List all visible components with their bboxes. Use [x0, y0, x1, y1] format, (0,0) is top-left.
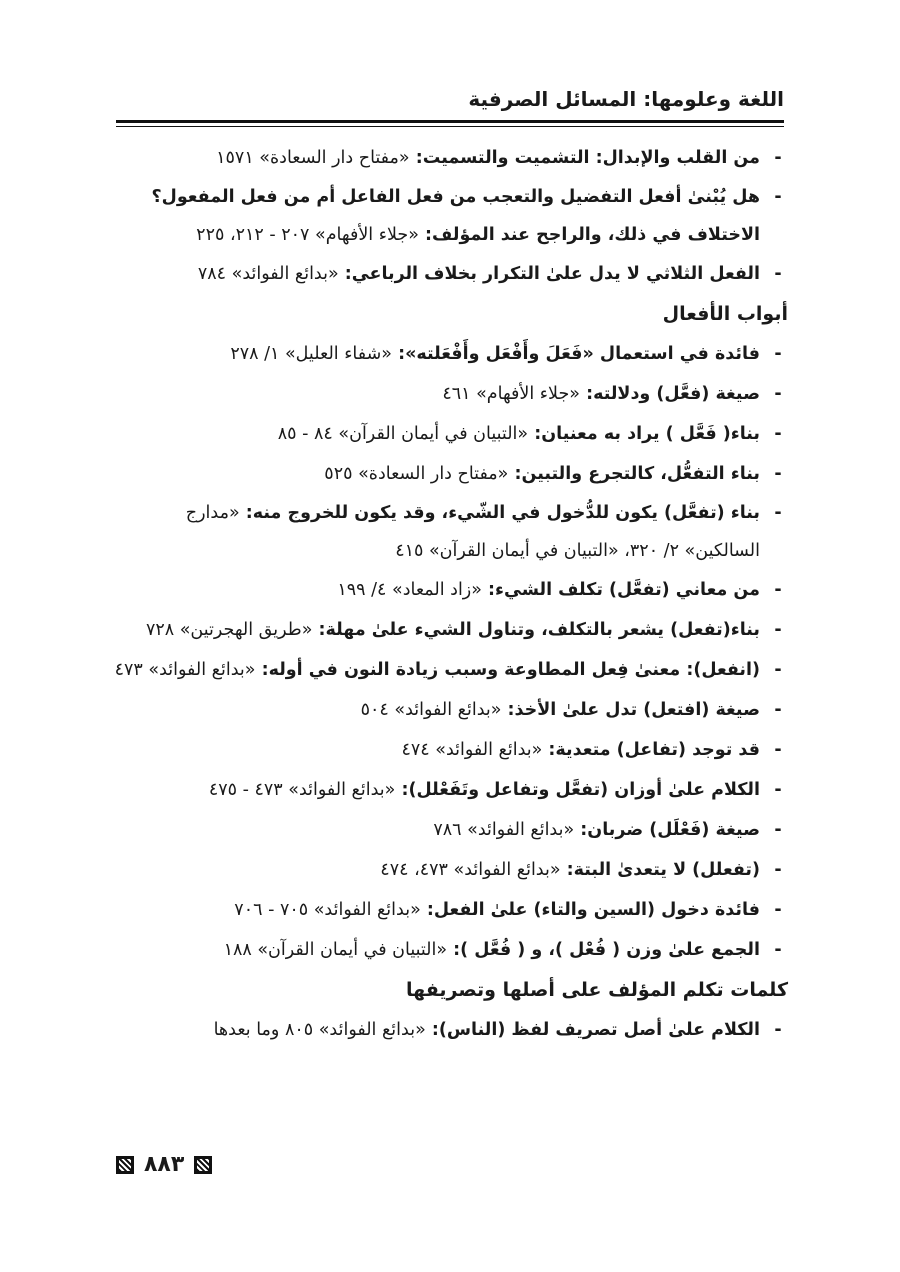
entry-reference: «بدائع الفوائد» ٧٨٤: [197, 264, 339, 284]
bullet-dash: -: [774, 148, 782, 168]
entry-reference: «التبيان في أيمان القرآن» ٨٤ - ٨٥: [277, 424, 529, 444]
entry-reference: «بدائع الفوائد» ٤٧٣ - ٤٧٥: [208, 780, 396, 800]
index-entry: [108, 690, 788, 730]
index-entry: [108, 650, 788, 690]
entry-topic: صيغة (فَعْلَل) ضربان:: [574, 820, 760, 840]
entry-topic: بناء (تفعَّل) يكون للدُّخول في الشّيء، وقد يكون للخروج منه:: [239, 503, 760, 523]
entry-reference: «التبيان في أيمان القرآن» ١٨٨: [223, 940, 448, 960]
entry-topic: الكلام علىٰ أوزان (تفعَّل وتفاعل وتَفَعْلل):: [395, 780, 760, 800]
entry-topic: هل يُبْنىٰ أفعل التفضيل والتعجب من فعل الفاعل أم من فعل المفعول؟ الاختلاف في ذلك، والراجح عند المؤلف:: [151, 187, 760, 245]
bullet-dash: -: [774, 1020, 782, 1040]
entry-reference: «جلاء الأفهام» ٢٠٧ - ٢١٢، ٢٢٥: [196, 225, 419, 245]
entry-topic: من معاني (تفعَّل) تكلف الشيء:: [481, 580, 760, 600]
bullet-dash: -: [774, 900, 782, 920]
index-entry: [108, 730, 788, 770]
index-entry: [108, 810, 788, 850]
bullet-dash: -: [774, 344, 782, 364]
index-entry: [108, 890, 788, 930]
ornament-square-icon: [116, 1156, 134, 1174]
entry-reference: «بدائع الفوائد» ٨٠٥ وما بعدها: [213, 1020, 426, 1040]
entry-reference: «مفتاح دار السعادة» ١٥٧١: [216, 148, 410, 168]
entry-topic: (انفعل): معنىٰ فِعل المطاوعة وسبب زيادة النون في أوله:: [255, 660, 760, 680]
index-entry: [108, 570, 788, 610]
entry-topic: قد توجد (تفاعل) متعدية:: [542, 740, 760, 760]
entry-topic: صيغة (فعَّل) ودلالته:: [580, 384, 760, 404]
index-entry: [108, 454, 788, 494]
ornament-square-icon: [194, 1156, 212, 1174]
entry-reference: «بدائع الفوائد» ٤٧٤: [401, 740, 543, 760]
index-entry: [108, 770, 788, 810]
bullet-dash: -: [774, 660, 782, 680]
section-heading: كلمات تكلم المؤلف على أصلها وتصريفها: [406, 979, 788, 1001]
entry-topic: بناء(تفعل) يشعر بالتكلف، وتناول الشيء علىٰ مهلة:: [312, 620, 760, 640]
index-entry: [108, 334, 788, 374]
entry-topic: بناء التفعُّل، كالتجرع والتبين:: [508, 464, 760, 484]
bullet-dash: -: [774, 860, 782, 880]
entry-reference: «زاد المعاد» ٤/ ١٩٩: [337, 580, 482, 600]
bullet-dash: -: [774, 384, 782, 404]
entry-topic: الكلام علىٰ أصل تصريف لفظ (الناس):: [425, 1020, 760, 1040]
entry-topic: فائدة دخول (السين والتاء) علىٰ الفعل:: [420, 900, 760, 920]
bullet-dash: -: [774, 740, 782, 760]
bullet-dash: -: [774, 264, 782, 284]
index-entry: [108, 850, 788, 890]
bullet-dash: -: [774, 940, 782, 960]
entry-topic: صيغة (افتعل) تدل علىٰ الأخذ:: [501, 700, 760, 720]
entry-reference: «بدائع الفوائد» ٧٨٦: [433, 820, 575, 840]
bullet-dash: -: [774, 464, 782, 484]
bullet-dash: -: [774, 780, 782, 800]
header-rule-thick: [116, 120, 784, 123]
entry-reference: «بدائع الفوائد» ٧٠٥ - ٧٠٦: [234, 900, 421, 920]
index-entry: [108, 1010, 788, 1050]
entry-topic: بناء( فَعَّل ) يراد به معنيان:: [528, 424, 760, 444]
index-entry: [108, 254, 788, 294]
entry-reference: «مفتاح دار السعادة» ٥٢٥: [324, 464, 509, 484]
entry-reference: «بدائع الفوائد» ٥٠٤: [360, 700, 502, 720]
index-entry: [108, 178, 788, 254]
entry-topic: الفعل الثلاثي لا يدل علىٰ التكرار بخلاف الرباعي:: [338, 264, 760, 284]
running-header: اللغة وعلومها: المسائل الصرفية: [468, 87, 784, 111]
page-number: ٨٨٣: [144, 1152, 185, 1177]
index-entry: [108, 494, 788, 570]
entry-reference: «بدائع الفوائد» ٤٧٣، ٤٧٤: [380, 860, 561, 880]
bullet-dash: -: [774, 580, 782, 600]
index-entry: [108, 374, 788, 414]
page-footer: [116, 1152, 212, 1177]
bullet-dash: -: [774, 503, 782, 523]
entry-topic: من القلب والإبدال: التشميت والتسميت:: [409, 148, 760, 168]
bullet-dash: -: [774, 700, 782, 720]
index-entry: [108, 414, 788, 454]
entry-topic: (تفعلل) لا يتعدىٰ البتة:: [560, 860, 760, 880]
entry-reference: «جلاء الأفهام» ٤٦١: [442, 384, 580, 404]
entry-reference: «شفاء العليل» ١/ ٢٧٨: [230, 344, 392, 364]
entry-reference: «بدائع الفوائد» ٤٧٣: [114, 660, 256, 680]
index-entry: [108, 930, 788, 970]
entry-topic: الجمع علىٰ وزن ( فُعْل )، و ( فُعَّل ):: [447, 940, 760, 960]
entry-reference: «مدارج السالكين» ٢/ ٣٢٠، «التبيان في أيمان القرآن» ٤١٥: [185, 503, 760, 561]
bullet-dash: -: [774, 620, 782, 640]
header-rule-thin: [116, 126, 784, 127]
bullet-dash: -: [774, 187, 782, 207]
section-heading: أبواب الأفعال: [662, 303, 788, 325]
index-entry: [108, 138, 788, 178]
index-entry: [108, 610, 788, 650]
bullet-dash: -: [774, 424, 782, 444]
entry-reference: «طريق الهجرتين» ٧٢٨: [145, 620, 313, 640]
entry-topic: فائدة في استعمال «فَعَلَ وأَفْعَل وأَفْعَلته»:: [392, 344, 760, 364]
index-content: [108, 138, 788, 1050]
bullet-dash: -: [774, 820, 782, 840]
